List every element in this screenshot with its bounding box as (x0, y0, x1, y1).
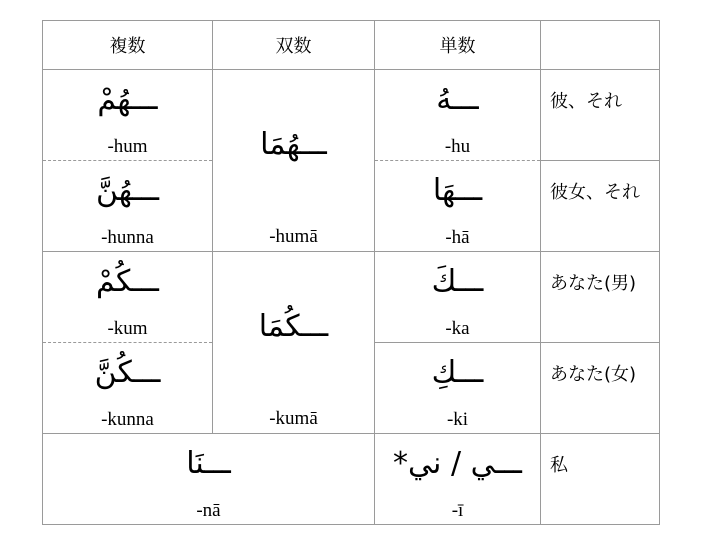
pronoun-suffix-table (42, 20, 660, 525)
meaning-me (541, 434, 660, 525)
meaning-text: あなた(女) (550, 364, 637, 385)
table-row (43, 252, 660, 343)
arabic-suffix: ـــكُمَا (258, 309, 329, 344)
table-row (43, 434, 660, 525)
transliteration: -hum (107, 136, 148, 157)
header-singular: 単数 (375, 21, 541, 70)
cell-kuma (213, 252, 375, 434)
meaning-he (541, 70, 660, 161)
arabic-suffix: ـــهُنَّ (95, 173, 160, 208)
cell-ki (375, 343, 541, 434)
header-dual: 双数 (213, 21, 375, 70)
cell-ka (375, 252, 541, 343)
meaning-text: 彼、それ (550, 91, 622, 112)
arabic-suffix: ـــهُ (436, 82, 479, 117)
header-plural: 複数 (43, 21, 213, 70)
transliteration: -kum (107, 318, 148, 339)
cell-hu (375, 70, 541, 161)
meaning-text: 私 (550, 455, 568, 476)
cell-hunna (43, 161, 213, 252)
header-row (43, 21, 660, 70)
meaning-text: あなた(男) (550, 273, 637, 294)
arabic-suffix: ـــهُمَا (260, 127, 327, 162)
transliteration: -kumā (269, 408, 318, 429)
transliteration: -hunna (101, 227, 154, 248)
meaning-text: 彼女、それ (550, 182, 640, 203)
transliteration: -ī (451, 500, 464, 521)
arabic-suffix: ـــهَا (432, 173, 483, 208)
arabic-suffix: ـــي / ني* (393, 446, 522, 481)
transliteration: -kunna (101, 409, 154, 430)
cell-na (43, 434, 375, 525)
cell-ha (375, 161, 541, 252)
header-meaning (541, 21, 660, 70)
meaning-she (541, 161, 660, 252)
meaning-you-f (541, 343, 660, 434)
meaning-you-m (541, 252, 660, 343)
transliteration: -nā (196, 500, 221, 521)
transliteration: -hu (444, 136, 471, 157)
arabic-suffix: ـــهُمْ (97, 82, 158, 117)
table-row (43, 70, 660, 161)
arabic-suffix: ـــكِ (431, 355, 484, 390)
cell-kunna (43, 343, 213, 434)
cell-i (375, 434, 541, 525)
arabic-suffix: ـــنَا (186, 446, 231, 481)
transliteration: -ka (445, 318, 470, 339)
transliteration: -ki (446, 409, 469, 430)
cell-hum (43, 70, 213, 161)
cell-kum (43, 252, 213, 343)
arabic-suffix: ـــكُمْ (96, 264, 159, 299)
transliteration: -hā (445, 227, 470, 248)
transliteration: -humā (269, 226, 318, 247)
arabic-suffix: ـــكَ (431, 264, 484, 299)
cell-huma (213, 70, 375, 252)
arabic-suffix: ـــكُنَّ (94, 355, 161, 390)
